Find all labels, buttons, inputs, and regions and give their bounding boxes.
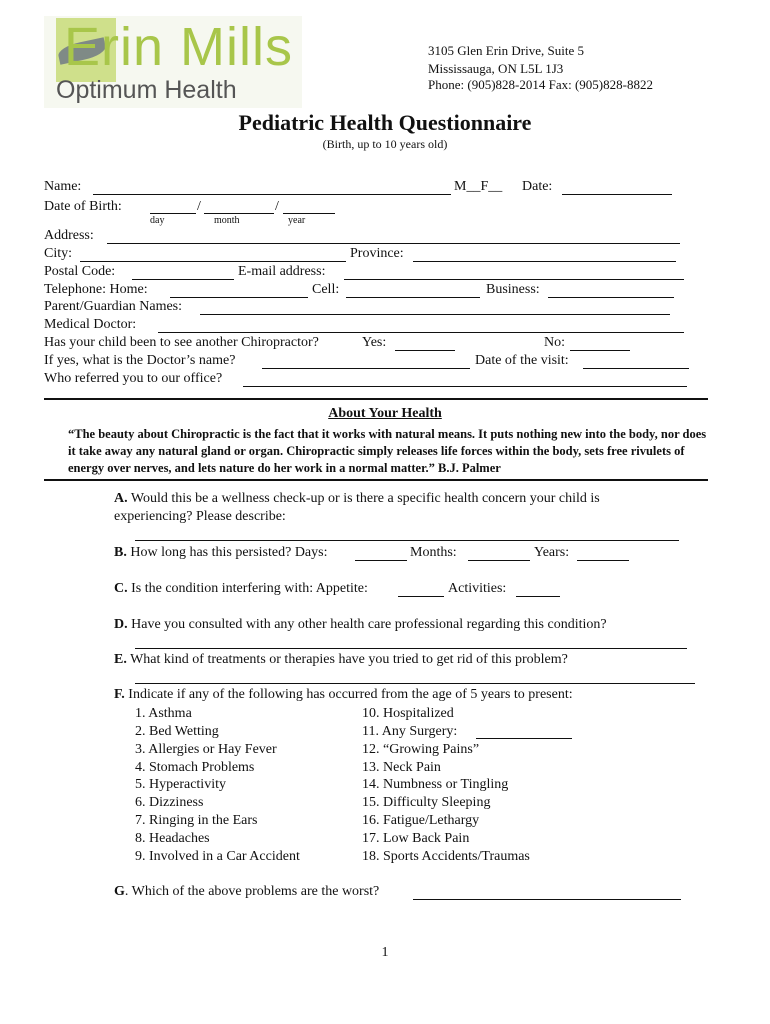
clinic-address-line1: 3105 Glen Erin Drive, Suite 5 (428, 43, 584, 58)
chiro-yes-label: Yes: (362, 335, 387, 350)
condition-item: 10. Hospitalized (362, 706, 454, 721)
q-a-text-2: experiencing? Please describe: (114, 509, 286, 524)
condition-item: 14. Numbness or Tingling (362, 777, 509, 792)
visit-date-field[interactable] (583, 368, 689, 369)
q-c-activities-field[interactable] (516, 596, 560, 597)
city-field[interactable] (80, 261, 346, 262)
business-label: Business: (486, 282, 540, 297)
address-field[interactable] (107, 243, 680, 244)
referred-field[interactable] (243, 386, 687, 387)
condition-item: 15. Difficulty Sleeping (362, 795, 491, 810)
dob-day-hint: day (150, 215, 165, 226)
chiro-no-field[interactable] (570, 350, 630, 351)
q-d-text: Have you consulted with any other health care professional regarding this condition? (131, 617, 607, 632)
logo-main-text: Erin Mills (64, 17, 294, 77)
tel-home-label: Telephone: Home: (44, 282, 148, 297)
clinic-phone-fax: Phone: (905)828-2014 Fax: (905)828-8822 (428, 77, 653, 92)
q-g-answer[interactable] (413, 899, 681, 900)
doctor-field[interactable] (158, 332, 684, 333)
q-e-letter: E. (114, 652, 127, 667)
q-g-text: . Which of the above problems are the worst? (124, 884, 380, 899)
condition-item: 16. Fatigue/Lethargy (362, 813, 480, 828)
q-b-letter: B. (114, 545, 127, 560)
q-d-letter: D. (114, 617, 128, 632)
dob-year-hint: year (288, 215, 306, 226)
email-label: E-mail address: (238, 264, 326, 279)
tel-home-field[interactable] (170, 297, 308, 298)
page-title: Pediatric Health Questionnaire (238, 110, 532, 135)
q-e-answer[interactable] (135, 683, 695, 684)
q-c-appetite-label: Is the condition interfering with: Appetite: (131, 581, 368, 596)
dob-slash-2: / (275, 199, 279, 214)
q-b-years-field[interactable] (577, 560, 629, 561)
condition-item: 17. Low Back Pain (362, 831, 470, 846)
condition-item: 12. “Growing Pains” (362, 742, 480, 757)
referred-label: Who referred you to our office? (44, 371, 223, 386)
q-b-months-label: Months: (410, 545, 457, 560)
name-label: Name: (44, 179, 82, 194)
dob-year-field[interactable] (283, 213, 335, 214)
q-f-letter: F. (114, 687, 125, 702)
sex-field[interactable]: M__F__ (454, 179, 503, 194)
page-number: 1 (381, 945, 389, 960)
divider-top (44, 398, 708, 400)
condition-item: 6. Dizziness (135, 795, 204, 810)
condition-item: 18. Sports Accidents/Traumas (362, 849, 530, 864)
clinic-address-line2: Mississauga, ON L5L 1J3 (428, 61, 564, 76)
city-label: City: (44, 246, 73, 261)
doc-name-field[interactable] (262, 368, 470, 369)
condition-item: 8. Headaches (135, 831, 210, 846)
business-field[interactable] (548, 297, 674, 298)
address-label: Address: (44, 228, 94, 243)
q-g-letter: G (114, 884, 125, 899)
postal-field[interactable] (132, 279, 234, 280)
q-b-days-field[interactable] (355, 560, 407, 561)
clinic-logo (44, 16, 302, 108)
guardian-field[interactable] (200, 314, 670, 315)
condition-item: 13. Neck Pain (362, 760, 441, 775)
doctor-label: Medical Doctor: (44, 317, 137, 332)
condition-item: 7. Ringing in the Ears (135, 813, 258, 828)
q-a-answer[interactable] (135, 540, 679, 541)
q-b-years-label: Years: (534, 545, 570, 560)
q-e-text: What kind of treatments or therapies have you tried to get rid of this problem? (130, 652, 568, 667)
q-b-months-field[interactable] (468, 560, 530, 561)
logo-sub-text: Optimum Health (56, 76, 237, 104)
chiro-question: Has your child been to see another Chiropractor? (44, 335, 319, 350)
q-c-activities-label: Activities: (448, 581, 507, 596)
condition-item: 1. Asthma (135, 706, 192, 721)
dob-month-field[interactable] (204, 213, 274, 214)
cell-field[interactable] (346, 297, 480, 298)
email-field[interactable] (344, 279, 684, 280)
visit-date-label: Date of the visit: (475, 353, 569, 368)
postal-label: Postal Code: (44, 264, 116, 279)
doc-name-label: If yes, what is the Doctor’s name? (44, 353, 236, 368)
surgery-field[interactable] (476, 738, 572, 739)
q-b-days-label: How long has this persisted? Days: (130, 545, 328, 560)
q-c-letter: C. (114, 581, 128, 596)
q-f-text: Indicate if any of the following has occurred from the age of 5 years to present: (128, 687, 573, 702)
cell-label: Cell: (312, 282, 340, 297)
date-label: Date: (522, 179, 553, 194)
q-a-letter: A. (114, 491, 128, 506)
name-field[interactable] (93, 194, 451, 195)
palmer-quote: “The beauty about Chiropractic is the fact that it works with natural means. It puts nothing new into the body, nor does it take away any natural gland or organ. Chiropractic simply releases life forces within the body, sets free rivulets of energy over nerves, and lets nature do her work in a normal matter.” B.J. Palmer (68, 427, 707, 475)
chiro-no-label: No: (544, 335, 565, 350)
condition-item: 11. Any Surgery: (362, 724, 458, 739)
chiro-yes-field[interactable] (395, 350, 455, 351)
condition-item: 4. Stomach Problems (135, 760, 255, 775)
page-subtitle: (Birth, up to 10 years old) (322, 137, 448, 151)
dob-label: Date of Birth: (44, 199, 122, 214)
about-heading: About Your Health (328, 406, 442, 421)
q-d-answer[interactable] (135, 648, 687, 649)
date-field[interactable] (562, 194, 672, 195)
province-field[interactable] (413, 261, 676, 262)
province-label: Province: (350, 246, 404, 261)
dob-day-field[interactable] (150, 213, 196, 214)
condition-item: 3. Allergies or Hay Fever (135, 742, 277, 757)
q-c-appetite-field[interactable] (398, 596, 444, 597)
condition-item: 2. Bed Wetting (135, 724, 219, 739)
condition-item: 9. Involved in a Car Accident (135, 849, 300, 864)
dob-month-hint: month (214, 215, 240, 226)
dob-slash-1: / (197, 199, 201, 214)
divider-bottom (44, 479, 708, 481)
condition-item: 5. Hyperactivity (135, 777, 226, 792)
q-a-text: Would this be a wellness check-up or is there a specific health concern your child is (130, 491, 600, 506)
guardian-label: Parent/Guardian Names: (44, 299, 183, 314)
